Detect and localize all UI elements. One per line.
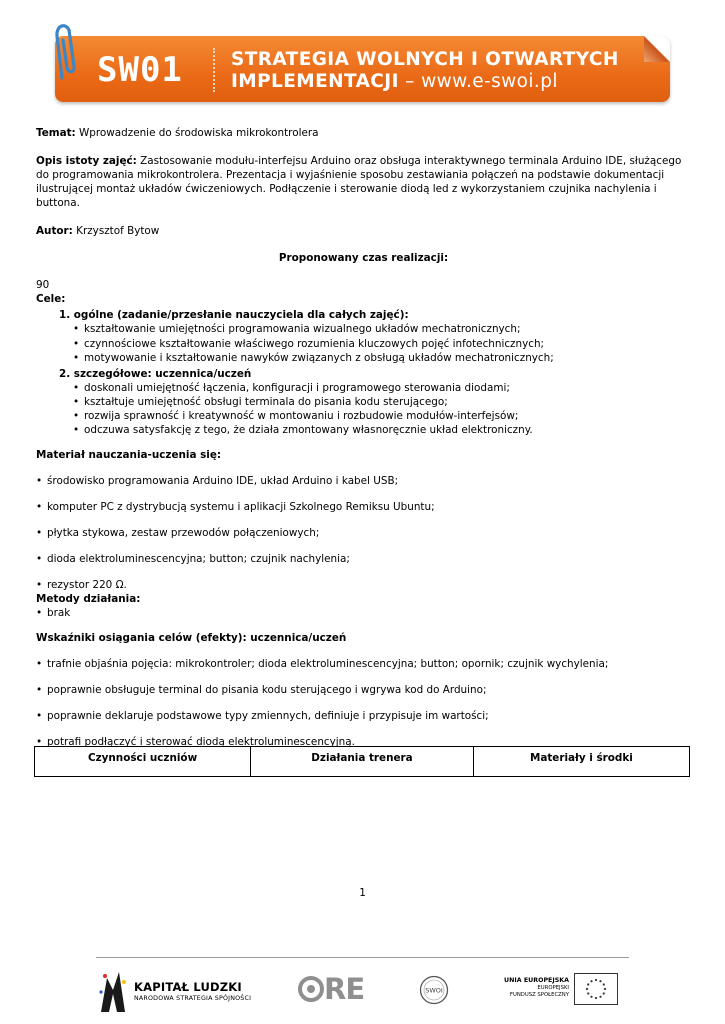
paperclip-icon <box>52 18 86 84</box>
list-item: • kształtowanie umiejętności programowania wizualnego układów mechatronicznych; <box>36 322 691 336</box>
eu-star <box>599 996 601 998</box>
kapital-ludzki-subtitle: NARODOWA STRATEGIA SPÓJNOŚCI <box>134 995 252 1002</box>
list-item: • płytka stykowa, zestaw przewodów połączeniowych; <box>36 526 691 540</box>
ore-logo-icon <box>298 976 324 1002</box>
table-header-czynnosci: Czynności uczniów <box>35 747 251 777</box>
list-item: • poprawnie deklaruje podstawowe typy zmiennych, definiuje i przypisuje im wartości; <box>36 709 691 723</box>
opis-paragraph <box>36 154 691 210</box>
cele-ogolne-heading: 1. ogólne (zadanie/przesłanie nauczyciela dla całych zajęć): <box>59 309 409 322</box>
eu-star <box>595 997 597 999</box>
activity-table <box>34 746 690 777</box>
lesson-plan <box>36 126 691 749</box>
czas-value: 90 <box>36 279 50 292</box>
list-item: • odczuwa satysfakcję z tego, że działa zmontowany własnoręcznie układ elektroniczny. <box>36 423 691 437</box>
banner-page-fold <box>644 36 670 62</box>
list-item: • doskonali umiejętność łączenia, konfiguracji i programowego sterowania diodami; <box>36 381 691 395</box>
opis-label: Opis istoty zajęć: <box>36 155 137 168</box>
ore-logo-text: RE <box>324 972 365 1006</box>
eu-star <box>590 996 592 998</box>
list-item: • poprawnie obsługuje terminal do pisania kodu sterującego i wgrywa kod do Arduino; <box>36 683 691 697</box>
eu-line2: EUROPEJSKI <box>537 985 569 991</box>
banner-title <box>231 49 619 93</box>
eu-flag-icon <box>574 973 618 1005</box>
list-item: • brak <box>36 606 691 620</box>
list-item: • komputer PC z dystrybucją systemu i aplikacji Szkolnego Remiksu Ubuntu; <box>36 500 691 514</box>
list-item: • rezystor 220 Ω. <box>36 578 691 592</box>
list-item: • trafnie objaśnia pojęcia: mikrokontroler; dioda elektroluminescencyjna; button; opornik; czujnik wychylenia; <box>36 657 691 671</box>
eu-star <box>604 988 606 990</box>
banner-title-line1: STRATEGIA WOLNYCH I OTWARTYCH <box>231 49 619 70</box>
wskazniki-label: Wskaźniki osiągania celów (efekty): uczennica/uczeń <box>36 632 347 645</box>
swoi-seal-text: SWOI <box>425 986 443 995</box>
czas-label: Proponowany czas realizacji: <box>278 252 449 265</box>
table-header-dzialania: Działania trenera <box>251 747 474 777</box>
table-header-materialy: Materiały i środki <box>473 747 689 777</box>
metody-label: Metody działania: <box>36 593 141 606</box>
list-item: • dioda elektroluminescencyjna; button; czujnik nachylenia; <box>36 552 691 566</box>
kapital-ludzki-title: KAPITAŁ LUDZKI <box>134 980 242 994</box>
list-item: • kształtuje umiejętność obsługi terminala do pisania kodu sterującego; <box>36 395 691 409</box>
eu-star <box>599 980 601 982</box>
banner-divider <box>213 48 215 92</box>
banner-title-implementacji: IMPLEMENTACJI <box>231 71 399 92</box>
eu-text-block <box>491 977 569 999</box>
cele-label: Cele: <box>36 293 66 306</box>
list-item: • potrafi podłączyć i sterować diodą elektroluminescencyjną. <box>36 735 691 749</box>
opis-value: Zastosowanie modułu-interfejsu Arduino oraz obsługa interaktywnego terminala Arduino IDE, służącego do programowania mikrokontrolera. Prezentacja i wyjaśnienie sposobu zestawiania połączeń na podstawie dokumentacji ilustrującej montaż układów ćwiczeniowych. Podłączenie i sterowanie diodą led z wykorzystaniem czujnika nachylenia i buttona. <box>36 155 682 210</box>
eu-star <box>595 979 597 981</box>
eu-line1: UNIA EUROPEJSKA <box>504 977 569 984</box>
table-header-row <box>35 747 690 777</box>
temat-line <box>36 126 691 140</box>
list-item: • czynnościowe kształtowanie właściwego rozumienia kluczowych pojęć infotechnicznych; <box>36 337 691 351</box>
kapital-ludzki-icon <box>97 968 129 1012</box>
material-label: Materiał nauczania-uczenia się: <box>36 448 222 461</box>
eu-star <box>603 992 605 994</box>
autor-value: Krzysztof Bytow <box>72 225 160 238</box>
autor-label: Autor: <box>36 225 73 238</box>
list-item: • rozwija sprawność i kreatywność w montowaniu i rozbudowie modułów-interfejsów; <box>36 409 691 423</box>
cele-szczegolowe-heading: 2. szczegółowe: uczennica/uczeń <box>59 367 252 380</box>
temat-value: Wprowadzenie do środowiska mikrokontrolera <box>75 127 319 139</box>
swoi-seal-icon <box>419 975 449 1005</box>
eu-star <box>586 988 588 990</box>
list-item: • motywowanie i kształtowanie nawyków związanych z obsługą układów mechatronicznych; <box>36 351 691 365</box>
eu-star <box>587 983 589 985</box>
banner-title-line2 <box>231 71 619 93</box>
temat-label: Temat: <box>36 127 76 139</box>
footer-rule <box>96 957 629 958</box>
page-number: 1 <box>359 887 366 899</box>
eu-star <box>587 992 589 994</box>
eu-star <box>590 980 592 982</box>
sw01-logo: SW01 <box>97 50 183 90</box>
banner-url: – www.e-swoi.pl <box>398 71 558 92</box>
eu-star <box>603 983 605 985</box>
list-item: • środowisko programowania Arduino IDE, układ Arduino i kabel USB; <box>36 474 691 488</box>
autor-line <box>36 224 691 238</box>
eu-line3: FUNDUSZ SPOŁECZNY <box>509 992 569 998</box>
